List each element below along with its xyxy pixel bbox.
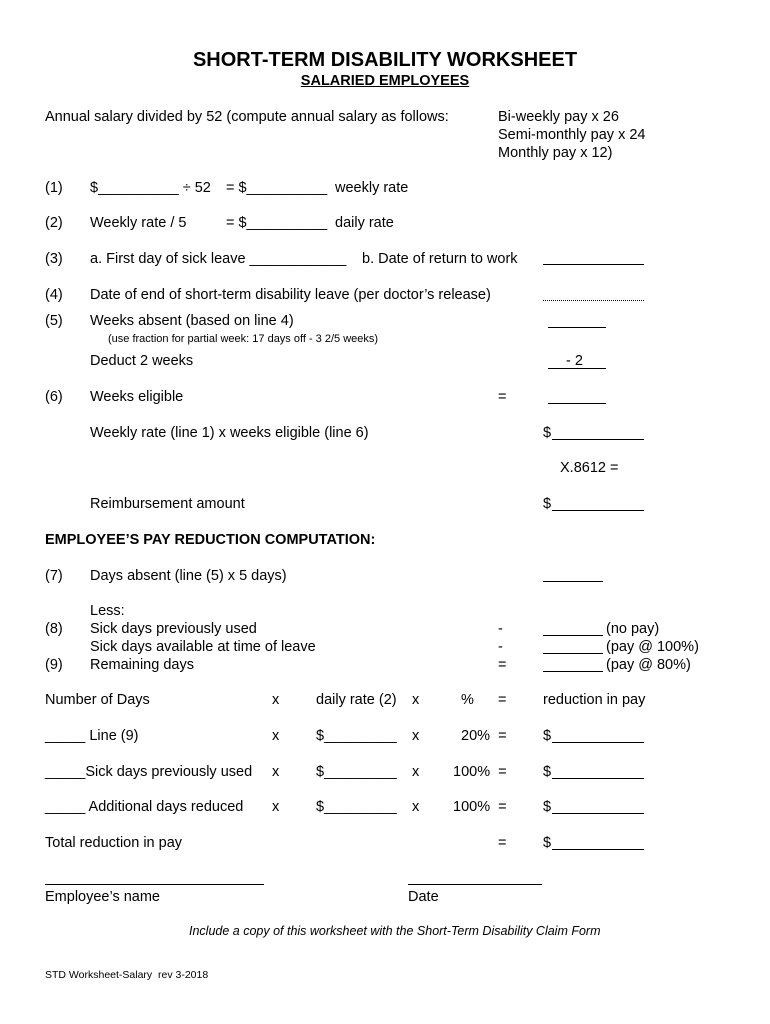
line2-number: (2) [45,215,63,231]
line9-note: (pay @ 80%) [606,657,691,673]
page-subtitle: SALARIED EMPLOYEES [300,73,470,89]
table-row-x1: x [272,728,280,744]
line6-number: (6) [45,389,63,405]
table-row-label[interactable]: _____ Additional days reduced [45,799,244,815]
deduct-text: Deduct 2 weeks [90,353,194,369]
table-row-rate[interactable]: $_________ [316,799,397,815]
line7-field[interactable] [543,581,603,582]
line8-note: (no pay) [606,621,660,637]
table-row-x1: x [272,799,280,815]
weekly-rate-field[interactable] [552,439,644,440]
line3-number: (3) [45,251,63,267]
line1-salary[interactable]: $__________ ÷ 52 [90,180,211,196]
line6-field[interactable] [548,403,606,404]
table-row-x2: x [412,799,420,815]
employee-name-field[interactable] [45,884,264,885]
line8-sign: - [498,621,503,637]
line1-weekly-value[interactable]: = $__________ [226,180,328,196]
reimbursement-text: Reimbursement amount [90,496,245,512]
table-row-pct: 100% = [453,764,507,780]
employee-name-label: Employee’s name [45,889,160,905]
table-row-rate[interactable]: $_________ [316,728,397,744]
table-row-pct: 100% = [453,799,507,815]
line5-note: (use fraction for partial week: 17 days off - 3 2/5 weeks) [108,333,379,345]
line6-text: Weeks eligible [90,389,184,405]
table-header-x1: x [272,692,280,708]
table-header-eq: = [498,692,507,708]
line2-label: daily rate [335,215,394,231]
table-row-x2: x [412,764,420,780]
intro-text: Annual salary divided by 52 (compute annual salary as follows: [45,109,449,125]
line2-daily-value[interactable]: = $__________ [226,215,328,231]
table-row-x1: x [272,764,280,780]
table-row-label[interactable]: _____ Line (9) [45,728,139,744]
date-field[interactable] [408,884,542,885]
table-row-result-field[interactable] [552,742,644,743]
line8-text: Sick days previously used [90,621,257,637]
available-sign: - [498,639,503,655]
total-dollar: $ [543,835,552,851]
deduct-field [548,368,606,369]
table-row-label[interactable]: _____Sick days previously used [45,764,253,780]
line7-text: Days absent (line (5) x 5 days) [90,568,287,584]
table-header-x2: x [412,692,420,708]
line4-number: (4) [45,287,63,303]
factor-text: X.8612 = [560,460,619,476]
footer-revision: STD Worksheet-Salary rev 3-2018 [45,969,209,981]
line5-text: Weeks absent (based on line 4) [90,313,294,329]
table-header-result: reduction in pay [543,692,646,708]
date-label: Date [408,889,439,905]
formula-monthly: Monthly pay x 12) [498,145,613,161]
total-field[interactable] [552,849,644,850]
reduction-heading: EMPLOYEE’S PAY REDUCTION COMPUTATION: [45,532,376,548]
table-header-days: Number of Days [45,692,150,708]
line3-return-label: b. Date of return to work [362,251,518,267]
line8-field[interactable] [543,635,603,636]
table-row-result-field[interactable] [552,778,644,779]
table-row-dollar: $ [543,764,552,780]
line1-number: (1) [45,180,63,196]
deduct-value: - 2 [566,353,583,369]
line5-number: (5) [45,313,63,329]
line3-first-day[interactable]: a. First day of sick leave ____________ [90,251,347,267]
available-note: (pay @ 100%) [606,639,699,655]
reimbursement-field[interactable] [552,510,644,511]
total-eq: = [498,835,507,851]
line9-field[interactable] [543,671,603,672]
page-title: SHORT-TERM DISABILITY WORKSHEET [192,49,578,71]
available-field[interactable] [543,653,603,654]
table-row-result-field[interactable] [552,813,644,814]
weekly-rate-text: Weekly rate (line 1) x weeks eligible (line 6) [90,425,369,441]
line4-field[interactable] [543,300,644,301]
line4-text: Date of end of short-term disability leave (per doctor’s release) [90,287,491,303]
table-header-rate: daily rate (2) [316,692,397,708]
formula-biweekly: Bi-weekly pay x 26 [498,109,619,125]
line9-sign: = [498,657,507,673]
total-label: Total reduction in pay [45,835,183,851]
line9-number: (9) [45,657,63,673]
line3-return-field[interactable] [543,264,644,265]
reimbursement-dollar: $ [543,496,552,512]
line6-eq: = [498,389,507,405]
table-row-dollar: $ [543,728,552,744]
weekly-rate-dollar: $ [543,425,552,441]
table-row-dollar: $ [543,799,552,815]
line1-label: weekly rate [335,180,409,196]
formula-semimonthly: Semi-monthly pay x 24 [498,127,646,143]
table-row-x2: x [412,728,420,744]
line2-text: Weekly rate / 5 [90,215,187,231]
line7-number: (7) [45,568,63,584]
line9-text: Remaining days [90,657,194,673]
table-header-pct: % [461,692,474,708]
footer-note: Include a copy of this worksheet with the Short-Term Disability Claim Form [189,924,601,938]
line5-field[interactable] [548,327,606,328]
less-label: Less: [90,603,125,619]
table-row-pct: 20% = [461,728,507,744]
table-row-rate[interactable]: $_________ [316,764,397,780]
line8-number: (8) [45,621,63,637]
available-text: Sick days available at time of leave [90,639,316,655]
